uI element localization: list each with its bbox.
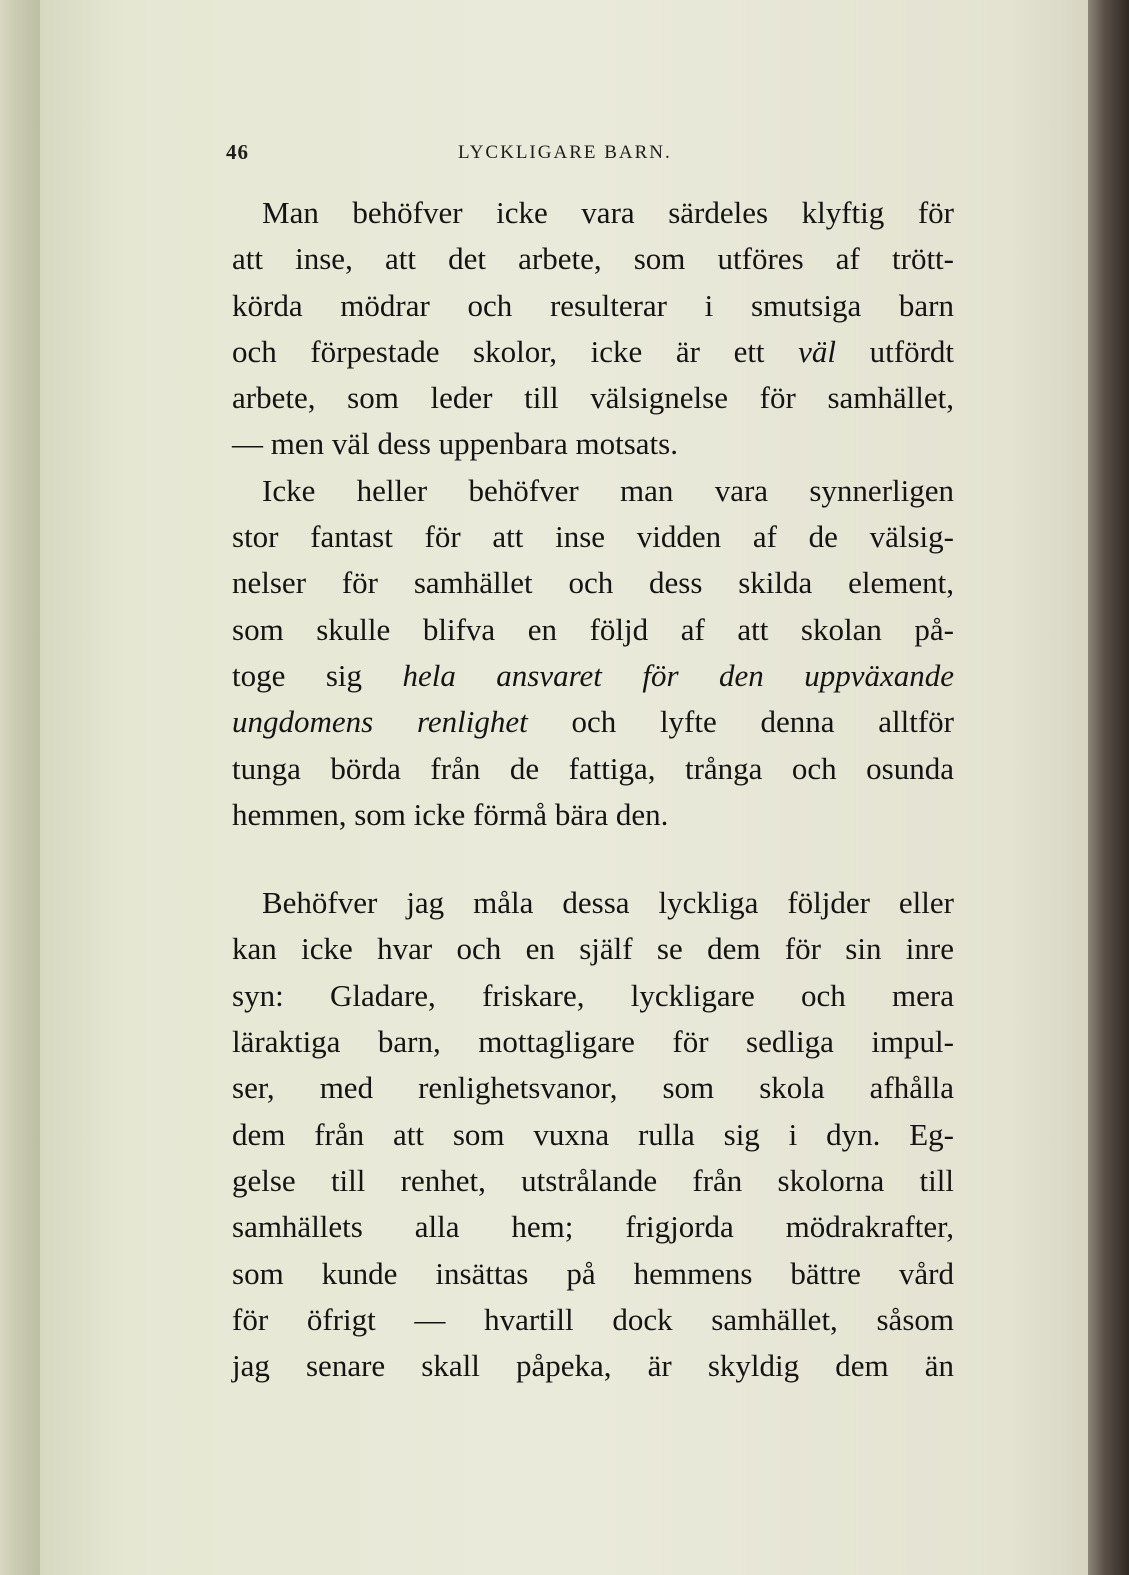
text-line: att inse, att det arbete, som utföres af trött- <box>232 241 954 277</box>
body-text <box>232 190 954 1389</box>
italic-phrase: ungdomens renlighet <box>232 704 528 740</box>
paragraph-1 <box>232 190 954 468</box>
text-line: Icke heller behöfver man vara synnerligen <box>262 472 954 508</box>
running-title: LYCKLIGARE BARN. <box>458 142 672 163</box>
paragraph-3 <box>232 880 954 1389</box>
text-span: toge sig <box>232 657 363 693</box>
text-line: nelser för samhället och dess skilda element, <box>232 565 954 601</box>
paragraph-gap <box>232 838 954 880</box>
text-line: arbete, som leder till välsignelse för samhället, <box>232 380 954 416</box>
text-line <box>232 699 954 745</box>
text-line: — men väl dess uppenbara motsats. <box>232 426 678 462</box>
text-line: körda mödrar och resulterar i smutsiga barn <box>232 287 954 323</box>
text-line: hemmen, som icke förmå bära den. <box>232 796 669 832</box>
text-line: gelse till renhet, utstrålande från skolorna till <box>232 1162 954 1198</box>
text-span: och lyfte denna alltför <box>571 704 954 740</box>
text-line: kan icke hvar och en själf se dem för sin inre <box>232 931 954 967</box>
text-line: samhällets alla hem; frigjorda mödrakrafter, <box>232 1209 954 1245</box>
italic-phrase: hela ansvaret för den uppväxande <box>402 657 955 693</box>
text-line: jag senare skall påpeka, är skyldig dem än <box>232 1348 954 1384</box>
text-line: som skulle blifva en följd af att skolan på- <box>232 611 954 647</box>
text-line: syn: Gladare, friskare, lyckligare och mera <box>232 977 954 1013</box>
paragraph-2 <box>232 468 954 838</box>
text-span: utfördt <box>869 333 955 369</box>
text-line: stor fantast för att inse vidden af de välsig- <box>232 519 954 555</box>
page-number: 46 <box>226 140 249 164</box>
text-line: ser, med renlighetsvanor, som skola afhålla <box>232 1070 954 1106</box>
text-line: Behöfver jag måla dessa lyckliga följder eller <box>262 885 954 921</box>
text-line: tunga börda från de fattiga, trånga och osunda <box>232 750 954 786</box>
italic-word: väl <box>798 333 837 369</box>
text-line: som kunde insättas på hemmens bättre vård <box>232 1255 954 1291</box>
text-line: för öfrigt — hvartill dock samhället, såsom <box>232 1301 954 1337</box>
page-edge-shadow <box>1088 0 1129 1575</box>
text-line <box>232 653 954 699</box>
running-header <box>226 140 726 170</box>
text-line <box>232 329 954 375</box>
text-line: Man behöfver icke vara särdeles klyftig för <box>262 195 954 230</box>
text-span: och förpestade skolor, icke är ett <box>232 333 765 369</box>
text-line: läraktiga barn, mottagligare för sedliga impul- <box>232 1024 954 1060</box>
text-line: dem från att som vuxna rulla sig i dyn. Eg- <box>232 1116 954 1152</box>
